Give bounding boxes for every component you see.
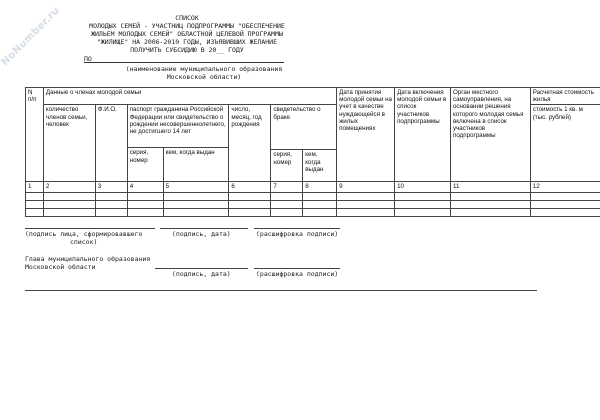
- title-line: ПОЛУЧИТЬ СУБСИДИЮ В 20__ ГОДУ: [130, 46, 244, 54]
- signature-label-date: (подпись, дата): [172, 230, 231, 238]
- column-number: 1: [26, 182, 44, 192]
- col-header-passport-issued: кем, когда выдан: [163, 148, 229, 182]
- table-row: [26, 192, 600, 200]
- column-number: 11: [450, 182, 530, 192]
- document-title: [52, 14, 322, 54]
- families-table: [25, 87, 600, 217]
- title-line: ЖИЛЬЕМ МОЛОДЫХ СЕМЕЙ" ОБЛАСТНОЙ ЦЕЛЕВОЙ ПРОГРАММЫ: [91, 30, 283, 38]
- signature-line-decoding: [254, 228, 340, 229]
- column-number: 9: [337, 182, 395, 192]
- col-header-marriage-cert: свидетельство о браке: [271, 105, 337, 150]
- col-header-cert-issued: кем, когда выдан: [303, 150, 337, 182]
- col-header-passport: паспорт гражданина Российской Федерации или свидетельство о рождении несовершеннолетнего, не достигшего 14 лет: [127, 105, 229, 148]
- signature-line-date: [160, 228, 248, 229]
- column-number: 6: [229, 182, 271, 192]
- col-header-number: N п/п: [26, 88, 44, 182]
- watermark: NoNumber.ru: [0, 5, 63, 68]
- table-row: [26, 208, 600, 216]
- col-header-birth-date: число, месяц, год рождения: [229, 105, 271, 182]
- head-of-mo-label: Глава муниципального образования: [25, 255, 151, 263]
- col-header-full-name: Ф.И.О.: [95, 105, 127, 182]
- column-number: 10: [395, 182, 451, 192]
- column-number: 7: [271, 182, 303, 192]
- col-header-passport-series: серия, номер: [127, 148, 163, 182]
- head-of-mo-label-2: Московской области: [25, 263, 96, 271]
- signature-line-person: [25, 228, 155, 229]
- title-line: "ЖИЛИЩЕ" НА 2006-2010 ГОДЫ, ИЗЪЯВИВШИХ ЖЕЛАНИЕ: [96, 38, 277, 46]
- municipality-prefix: ПО: [84, 55, 92, 63]
- col-header-estimated-cost: Расчетная стоимость жилья: [530, 88, 600, 105]
- head-signature-line-decoding: [254, 268, 340, 269]
- bottom-divider: [25, 290, 537, 291]
- signature-label-decoding: (расшифровка подписи): [256, 230, 339, 238]
- col-header-member-count: количество членов семьи, человек: [43, 105, 95, 182]
- column-number: 3: [95, 182, 127, 192]
- column-number: 8: [303, 182, 337, 192]
- head-signature-label-decoding: (расшифровка подписи): [256, 270, 339, 278]
- table-row: [26, 200, 600, 208]
- head-signature-label-date: (подпись, дата): [172, 270, 231, 278]
- title-line: МОЛОДЫХ СЕМЕЙ - УЧАСТНИЦ ПОДПРОГРАММЫ "ОБЕСПЕЧЕНИЕ: [89, 22, 285, 30]
- column-numbers-row: [26, 182, 600, 192]
- col-header-accepted-date: Дата принятия молодой семьи на учет в качестве нуждающейся в жилых помещениях: [337, 88, 395, 182]
- column-number: 5: [163, 182, 229, 192]
- col-header-authority: Орган местного самоуправления, на основании решения которого молодая семья включена в список участников подпрограммы: [450, 88, 530, 182]
- title-line: СПИСОК: [175, 14, 199, 22]
- signature-label-person-2: список): [70, 238, 98, 246]
- municipality-hint: (наименование муниципального образования Московской области): [125, 65, 283, 81]
- column-number: 12: [530, 182, 600, 192]
- col-header-members-group: Данные о членах молодой семьи: [43, 88, 336, 105]
- head-signature-line-date: [155, 268, 248, 269]
- col-header-cert-series: серия, номер: [271, 150, 303, 182]
- column-number: 4: [127, 182, 163, 192]
- signature-label-person: (подпись лица, сформировавшего: [25, 230, 143, 238]
- col-header-cost-per-sqm: стоимость 1 кв. м (тыс. рублей): [530, 105, 600, 182]
- column-number: 2: [43, 182, 95, 192]
- col-header-inclusion-date: Дата включения молодой семьи в список участников подпрограммы: [395, 88, 451, 182]
- municipality-blank-line: [84, 62, 284, 63]
